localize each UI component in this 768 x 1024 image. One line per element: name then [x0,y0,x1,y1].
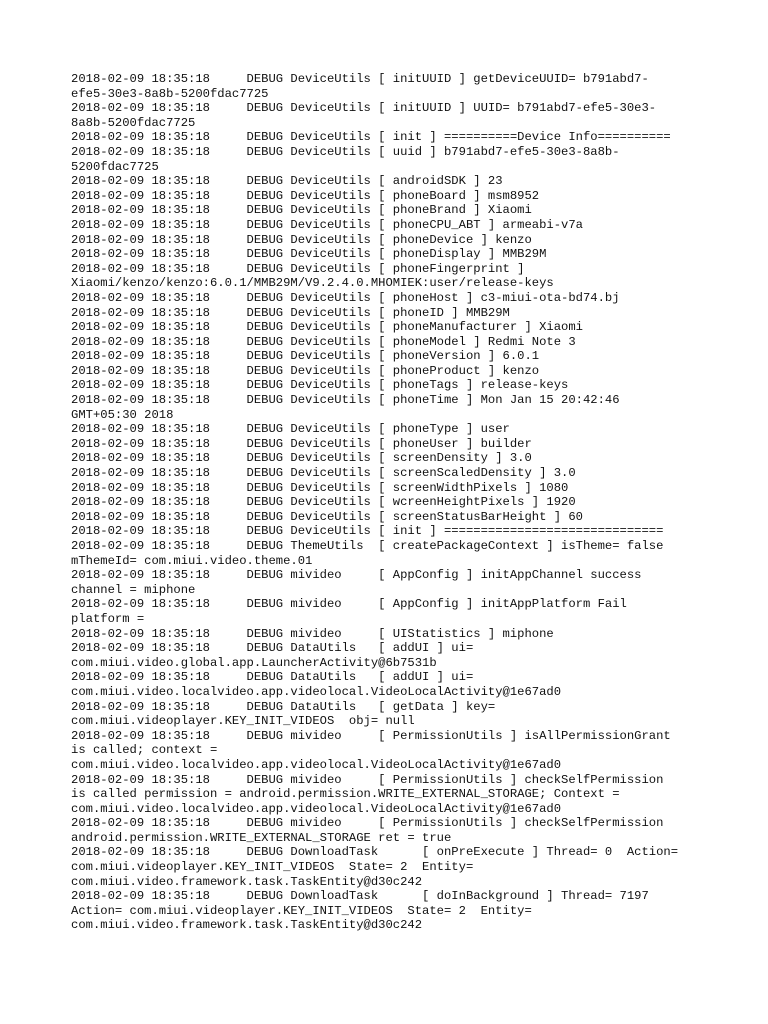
log-line: is called permission = android.permission.WRITE_EXTERNAL_STORAGE; Context = [71,787,620,802]
log-line: 2018-02-09 18:35:18 DEBUG DeviceUtils [ screenDensity ] 3.0 [71,451,532,466]
log-line: 2018-02-09 18:35:18 DEBUG DataUtils [ addUI ] ui= [71,670,474,685]
log-line: 2018-02-09 18:35:18 DEBUG DeviceUtils [ phoneDisplay ] MMB29M [71,247,547,262]
log-line: 2018-02-09 18:35:18 DEBUG DeviceUtils [ phoneTime ] Mon Jan 15 20:42:46 [71,393,620,408]
log-line: 2018-02-09 18:35:18 DEBUG DeviceUtils [ uuid ] b791abd7-efe5-30e3-8a8b- [71,144,620,159]
log-line: 2018-02-09 18:35:18 DEBUG DeviceUtils [ init ] ==========Device Info========== [71,130,671,145]
log-line: 2018-02-09 18:35:18 DEBUG DeviceUtils [ initUUID ] getDeviceUUID= b791abd7- [71,72,649,86]
log-line: 2018-02-09 18:35:18 DEBUG DownloadTask [ doInBackground ] Thread= 7197 [71,889,649,904]
log-line: 2018-02-09 18:35:18 DEBUG mivideo [ PermissionUtils ] isAllPermissionGrant [71,728,671,743]
log-line: 2018-02-09 18:35:18 DEBUG mivideo [ PermissionUtils ] checkSelfPermission [71,816,664,831]
log-line: com.miui.video.localvideo.app.videolocal.VideoLocalActivity@1e67ad0 [71,757,562,772]
log-line: 2018-02-09 18:35:18 DEBUG DeviceUtils [ androidSDK ] 23 [71,174,503,189]
log-line: 2018-02-09 18:35:18 DEBUG DeviceUtils [ phoneModel ] Redmi Note 3 [71,334,576,349]
log-line: mThemeId= com.miui.video.theme.01 [71,553,313,568]
log-line: 2018-02-09 18:35:18 DEBUG DeviceUtils [ phoneHost ] c3-miui-ota-bd74.bj [71,290,620,305]
log-line: 2018-02-09 18:35:18 DEBUG DeviceUtils [ phoneCPU_ABT ] armeabi-v7a [71,217,583,232]
log-line: channel = miphone [71,582,196,597]
log-line: 2018-02-09 18:35:18 DEBUG DeviceUtils [ phoneType ] user [71,422,510,437]
log-line: GMT+05:30 2018 [71,407,174,422]
log-line: com.miui.video.localvideo.app.videolocal.VideoLocalActivity@1e67ad0 [71,684,562,699]
log-line: 2018-02-09 18:35:18 DEBUG DeviceUtils [ phoneVersion ] 6.0.1 [71,349,540,364]
log-line: 2018-02-09 18:35:18 DEBUG mivideo [ AppConfig ] initAppPlatform Fail [71,597,627,612]
log-line: Xiaomi/kenzo/kenzo:6.0.1/MMB29M/V9.2.4.0.MHOMIEK:user/release-keys [71,276,554,291]
log-line: com.miui.video.framework.task.TaskEntity@d30c242 [71,918,423,933]
log-document [71,72,701,933]
log-line: platform = [71,611,145,626]
log-line: is called; context = [71,743,218,758]
log-line: com.miui.video.localvideo.app.videolocal.VideoLocalActivity@1e67ad0 [71,801,562,816]
log-line: 2018-02-09 18:35:18 DEBUG DeviceUtils [ wcreenHeightPixels ] 1920 [71,495,576,510]
log-line: 2018-02-09 18:35:18 DEBUG DeviceUtils [ screenWidthPixels ] 1080 [71,480,569,495]
log-line: 2018-02-09 18:35:18 DEBUG DeviceUtils [ phoneBrand ] Xiaomi [71,203,532,218]
log-line: com.miui.videoplayer.KEY_INIT_VIDEOS State= 2 Entity= [71,860,474,875]
log-line: 2018-02-09 18:35:18 DEBUG DownloadTask [ onPreExecute ] Thread= 0 Action= [71,845,679,860]
log-line: com.miui.video.framework.task.TaskEntity@d30c242 [71,874,423,889]
log-line: com.miui.videoplayer.KEY_INIT_VIDEOS obj= null [71,714,415,729]
log-line: 2018-02-09 18:35:18 DEBUG mivideo [ UIStatistics ] miphone [71,626,554,641]
log-line: 2018-02-09 18:35:18 DEBUG ThemeUtils [ createPackageContext ] isTheme= false [71,539,664,553]
log-line: 2018-02-09 18:35:18 DEBUG DataUtils [ getData ] key= [71,699,496,714]
log-line: 2018-02-09 18:35:18 DEBUG DataUtils [ addUI ] ui= [71,641,474,656]
log-line: 2018-02-09 18:35:18 DEBUG DeviceUtils [ init ] ============================== [71,524,664,539]
log-line: 5200fdac7725 [71,159,159,174]
log-line: 2018-02-09 18:35:18 DEBUG mivideo [ PermissionUtils ] checkSelfPermission [71,772,664,787]
log-line: 2018-02-09 18:35:18 DEBUG mivideo [ AppConfig ] initAppChannel success [71,568,642,583]
log-line: android.permission.WRITE_EXTERNAL_STORAGE ret = true [71,830,452,845]
log-line: 2018-02-09 18:35:18 DEBUG DeviceUtils [ phoneDevice ] kenzo [71,232,532,247]
log-line: com.miui.video.global.app.LauncherActivity@6b7531b [71,655,437,670]
log-line: 2018-02-09 18:35:18 DEBUG DeviceUtils [ phoneManufacturer ] Xiaomi [71,320,583,335]
log-line: 2018-02-09 18:35:18 DEBUG DeviceUtils [ phoneBoard ] msm8952 [71,188,540,203]
log-line: 2018-02-09 18:35:18 DEBUG DeviceUtils [ phoneUser ] builder [71,436,532,451]
log-line: 2018-02-09 18:35:18 DEBUG DeviceUtils [ screenScaledDensity ] 3.0 [71,466,576,481]
log-line: 2018-02-09 18:35:18 DEBUG DeviceUtils [ phoneTags ] release-keys [71,378,569,393]
log-line: 8a8b-5200fdac7725 [71,115,196,130]
log-line: 2018-02-09 18:35:18 DEBUG DeviceUtils [ phoneFingerprint ] [71,261,525,276]
log-line: 2018-02-09 18:35:18 DEBUG DeviceUtils [ phoneProduct ] kenzo [71,363,540,378]
log-line: 2018-02-09 18:35:18 DEBUG DeviceUtils [ phoneID ] MMB29M [71,305,510,320]
log-line: 2018-02-09 18:35:18 DEBUG DeviceUtils [ screenStatusBarHeight ] 60 [71,509,583,524]
log-line: 2018-02-09 18:35:18 DEBUG DeviceUtils [ initUUID ] UUID= b791abd7-efe5-30e3- [71,101,657,116]
log-line: Action= com.miui.videoplayer.KEY_INIT_VIDEOS State= 2 Entity= [71,903,532,918]
log-line: efe5-30e3-8a8b-5200fdac7725 [71,86,269,101]
